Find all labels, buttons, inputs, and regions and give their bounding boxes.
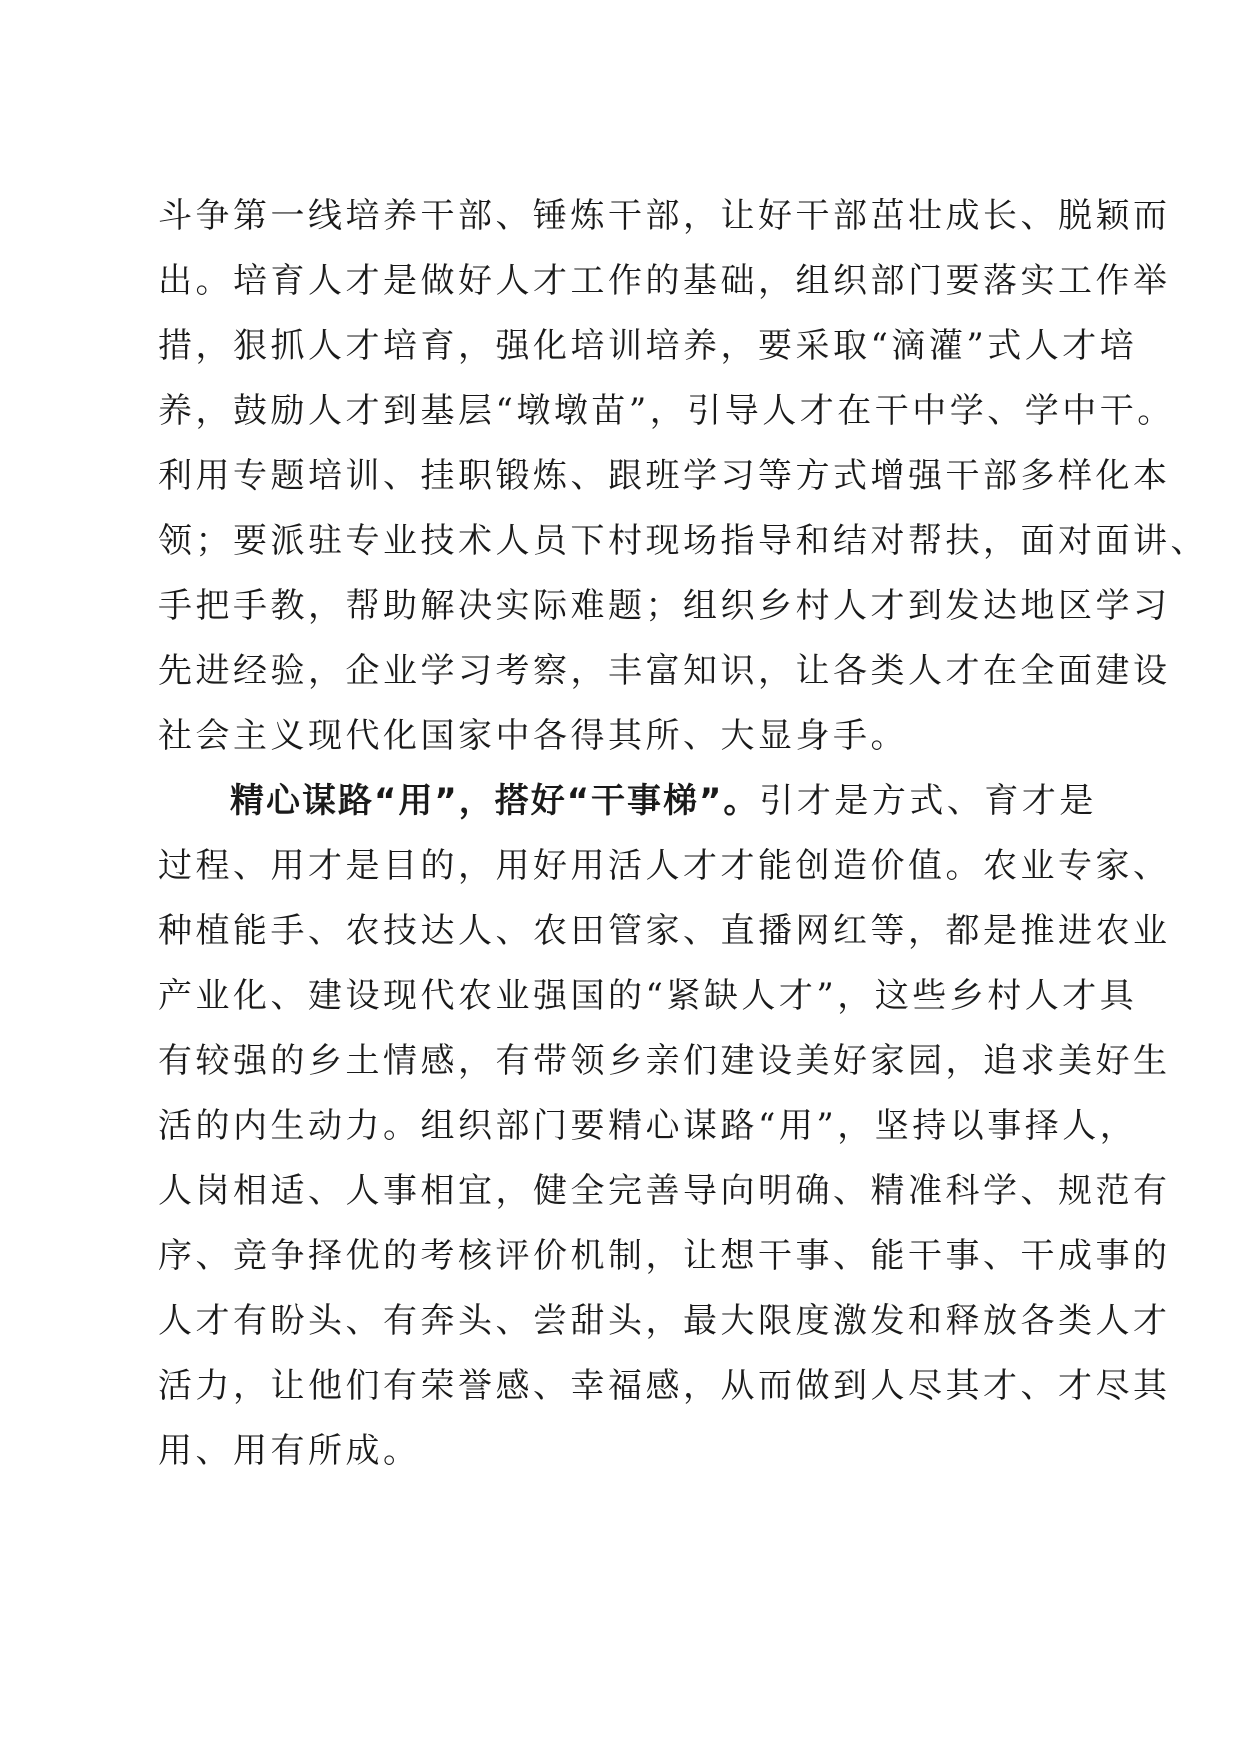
document-body	[158, 184, 1208, 1484]
text-line: 手把手教，帮助解决实际难题；组织乡村人才到发达地区学习	[158, 586, 1171, 626]
paragraph-heading: 精心谋路“用”，搭好“干事梯”。	[230, 781, 760, 821]
text-line: 先进经验，企业学习考察，丰富知识，让各类人才在全面建设	[158, 651, 1171, 691]
text-line: 种植能手、农技达人、农田管家、直播网红等，都是推进农业	[158, 911, 1171, 951]
paragraph-2	[158, 769, 1171, 1484]
paragraph-1	[158, 184, 1208, 769]
text-line: 活力，让他们有荣誉感、幸福感，从而做到人尽其才、才尽其	[158, 1366, 1171, 1406]
text-line: 有较强的乡土情感，有带领乡亲们建设美好家园，追求美好生	[158, 1041, 1171, 1081]
text-line: 过程、用才是目的，用好用活人才才能创造价值。农业专家、	[158, 846, 1171, 886]
text-line: 人才有盼头、有奔头、尝甜头，最大限度激发和释放各类人才	[158, 1301, 1171, 1341]
text-line: 人岗相适、人事相宜，健全完善导向明确、精准科学、规范有	[158, 1171, 1171, 1211]
paragraph-first-line	[158, 769, 1098, 834]
text-line: 领；要派驻专业技术人员下村现场指导和结对帮扶，面对面讲、	[158, 521, 1208, 561]
text-line: 利用专题培训、挂职锻炼、跟班学习等方式增强干部多样化本	[158, 456, 1171, 496]
heading-line-rest: 引才是方式、育才是	[759, 781, 1097, 821]
text-line: 出。培育人才是做好人才工作的基础，组织部门要落实工作举	[158, 261, 1171, 301]
text-line: 产业化、建设现代农业强国的“紧缺人才”，这些乡村人才具	[158, 976, 1138, 1016]
text-line: 斗争第一线培养干部、锤炼干部，让好干部茁壮成长、脱颖而	[158, 196, 1171, 236]
text-line: 用、用有所成。	[158, 1431, 421, 1471]
text-line: 社会主义现代化国家中各得其所、大显身手。	[158, 716, 908, 756]
text-line: 序、竞争择优的考核评价机制，让想干事、能干事、干成事的	[158, 1236, 1171, 1276]
text-line: 养，鼓励人才到基层“墩墩苗”，引导人才在干中学、学中干。	[158, 391, 1175, 431]
text-line: 措，狠抓人才培育，强化培训培养，要采取“滴灌”式人才培	[158, 326, 1138, 366]
text-line: 活的内生动力。组织部门要精心谋路“用”，坚持以事择人，	[158, 1106, 1138, 1146]
